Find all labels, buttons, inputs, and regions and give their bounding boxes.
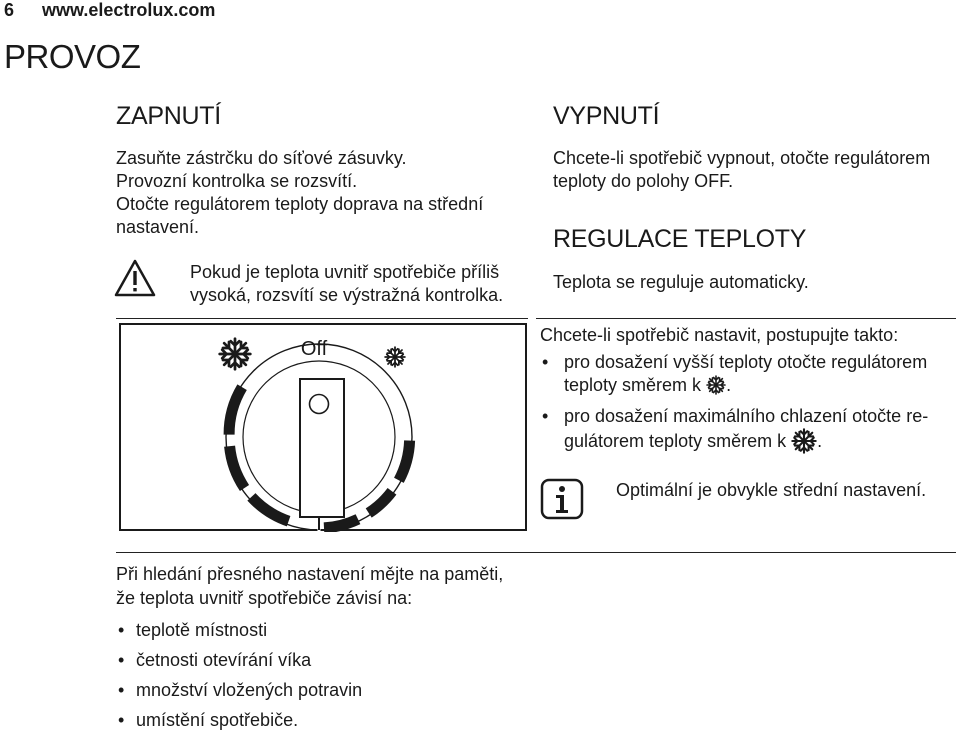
heading-zapnuti: ZAPNUTÍ — [116, 102, 221, 130]
warning-triangle-icon — [113, 258, 157, 298]
bullet-line — [564, 374, 958, 397]
vypnuti-text — [553, 147, 958, 193]
warning-line: vysoká, rozsvítí se výstražná kontrolka. — [190, 285, 504, 305]
zapnuti-line: Otočte regulátorem teploty doprava na střední — [116, 194, 484, 214]
list-item: • množství vložených potravin — [116, 675, 536, 705]
zapnuti-line: Zasuňte zástrčku do síťové zásuvky. — [116, 148, 407, 168]
dial-off-label: Off — [300, 338, 328, 360]
bullet-line-text: gulátorem teploty směrem k — [564, 431, 787, 451]
vypnuti-line: teploty do polohy OFF. — [553, 171, 734, 191]
note-list — [116, 615, 536, 735]
divider — [116, 552, 956, 553]
bullet-line — [564, 428, 958, 454]
page-title: PROVOZ — [4, 38, 141, 75]
heading-vypnuti: VYPNUTÍ — [553, 102, 660, 130]
page-number: 6 — [4, 0, 15, 20]
vypnuti-line: Chcete-li spotřebič vypnout, otočte regulátorem — [553, 148, 931, 168]
bullet-line-text: teploty směrem k — [564, 375, 702, 395]
snowflake-icon — [706, 375, 726, 395]
snowflake-min-icon — [385, 347, 405, 367]
info-text: Optimální je obvykle střední nastavení. — [616, 480, 927, 500]
divider — [116, 318, 528, 319]
list-item — [540, 351, 958, 397]
regulace-line: Teplota se reguluje automaticky. — [553, 272, 809, 292]
warning-line: Pokud je teplota uvnitř spotřebiče příliš — [190, 262, 500, 282]
snowflake-max-icon — [791, 428, 817, 454]
snowflake-max-icon — [220, 339, 251, 370]
zapnuti-line: nastavení. — [116, 217, 200, 237]
list-item — [540, 405, 958, 454]
bullet-line: • pro dosažení vyšší teploty otočte regulátorem — [564, 352, 928, 372]
temperature-dial-illustration — [118, 322, 528, 532]
list-item: • umístění spotřebiče. — [116, 705, 536, 735]
website-url: www.electrolux.com — [42, 0, 216, 20]
note-text — [116, 562, 536, 610]
bullet-line: • pro dosažení maximálního chlazení otočte re- — [564, 406, 929, 426]
note-line: Při hledání přesného nastavení mějte na paměti, — [116, 564, 504, 584]
heading-regulace-teploty: REGULACE TEPLOTY — [553, 225, 807, 253]
zapnuti-line: Provozní kontrolka se rozsvítí. — [116, 171, 358, 191]
note-line: že teplota uvnitř spotřebiče závisí na: — [116, 588, 413, 608]
zapnuti-text — [116, 147, 536, 239]
divider — [536, 318, 956, 319]
list-item: • teplotě místnosti — [116, 615, 536, 645]
bullet-period: . — [817, 431, 823, 451]
list-item: • četnosti otevírání víka — [116, 645, 536, 675]
warning-text — [190, 261, 540, 307]
info-icon — [540, 478, 584, 520]
regulace-bullets — [540, 351, 958, 454]
bullet-period: . — [726, 375, 732, 395]
regulace-intro: Chcete-li spotřebič nastavit, postupujte takto: — [540, 325, 899, 345]
